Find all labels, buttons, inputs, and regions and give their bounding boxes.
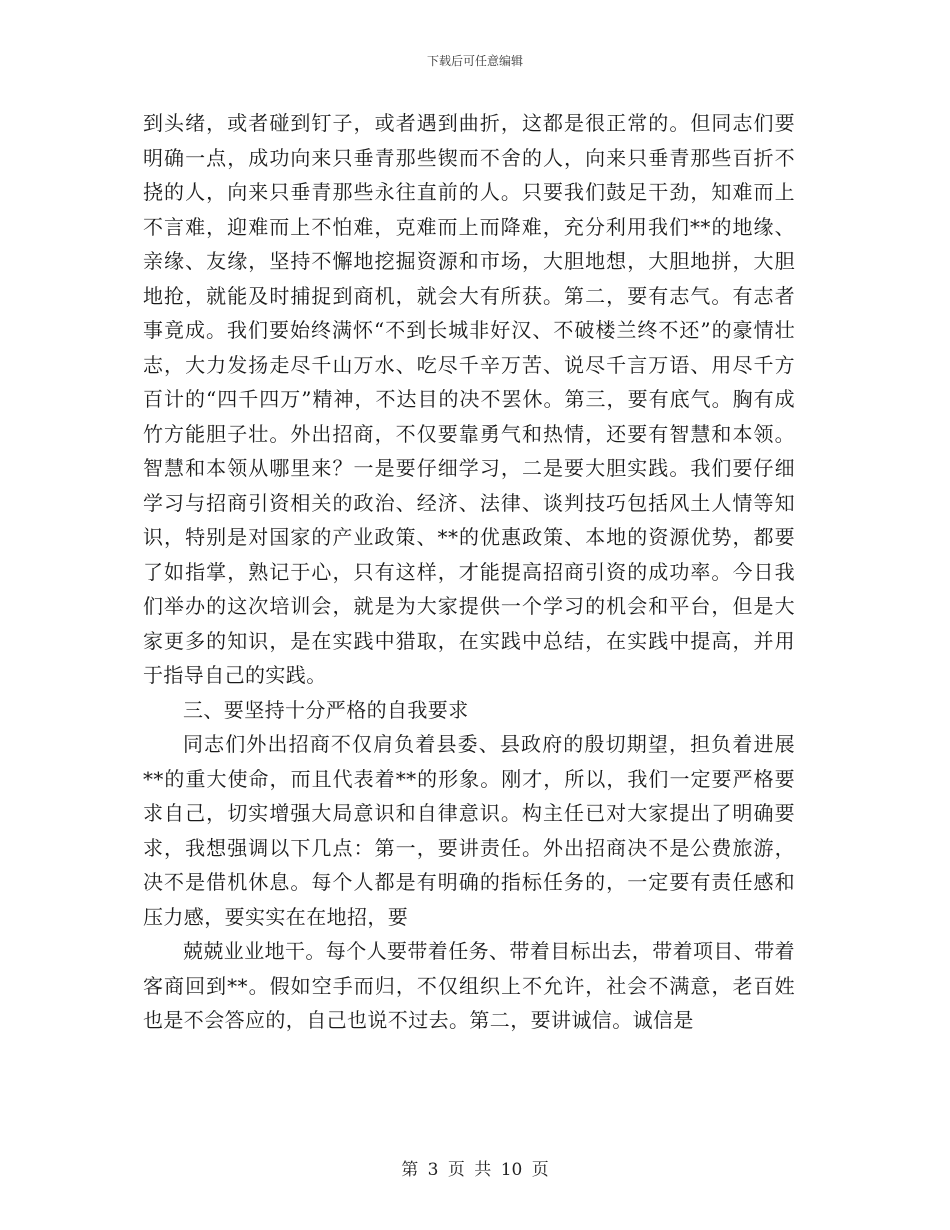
document-body (143, 106, 795, 1038)
paragraph-3: 兢兢业业地干。每个人要带着任务、带着目标出去，带着项目、带着客商回到**。假如空手而归，不仅组织上不允许，社会不满意，老百姓也是不会答应的，自己也说不过去。第二，要讲诚信。诚信是 (143, 939, 795, 1032)
page-header: 下载后可任意编辑 (426, 54, 523, 68)
paragraph-2: 同志们外出招商不仅肩负着县委、县政府的殷切期望，担负着进展**的重大使命，而且代表着**的形象。刚才，所以，我们一定要严格要求自己，切实增强大局意识和自律意识。构主任已对大家提出了明确要求，我想强调以下几点：第一，要讲责任。外出招商决不是公费旅游，决不是借机休息。每个人都是有明确的指标任务的，一定要有责任感和压力感，要实实在在地招，要 (143, 732, 795, 929)
page-footer: 第 3 页 共 10 页 (401, 1160, 549, 1180)
section-heading: 三、要坚持十分严格的自我要求 (183, 697, 469, 722)
paragraph-1: 到头绪，或者碰到钉子，或者遇到曲折，这都是很正常的。但同志们要明确一点，成功向来只垂青那些锲而不舍的人，向来只垂青那些百折不挠的人，向来只垂青那些永往直前的人。只要我们鼓足干劲，知难而上不言难，迎难而上不怕难，克难而上而降难，充分利用我们**的地缘、亲缘、友缘，坚持不懈地挖掘资源和市场，大胆地想，大胆地拼，大胆地抢，就能及时捕捉到商机，就会大有所获。第二，要有志气。有志者事竟成。我们要始终满怀“不到长城非好汉、不破楼兰终不还”的豪情壮志，大力发扬走尽千山万水、吃尽千辛万苦、说尽千言万语、用尽千方百计的“四千四万”精神，不达目的决不罢休。第三，要有底气。胸有成竹方能胆子壮。外出招商，不仅要靠勇气和热情，还要有智慧和本领。智慧和本领从哪里来？一是要仔细学习，二是要大胆实践。我们要仔细学习与招商引资相关的政治、经济、法律、谈判技巧包括风土人情等知识，特别是对国家的产业政策、**的优惠政策、本地的资源优势，都要了如指掌，熟记于心，只有这样，才能提高招商引资的成功率。今日我们举办的这次培训会，就是为大家提供一个学习的机会和平台，但是大家更多的知识，是在实践中猎取，在实践中总结，在实践中提高，并用于指导自己的实践。 (143, 111, 795, 687)
